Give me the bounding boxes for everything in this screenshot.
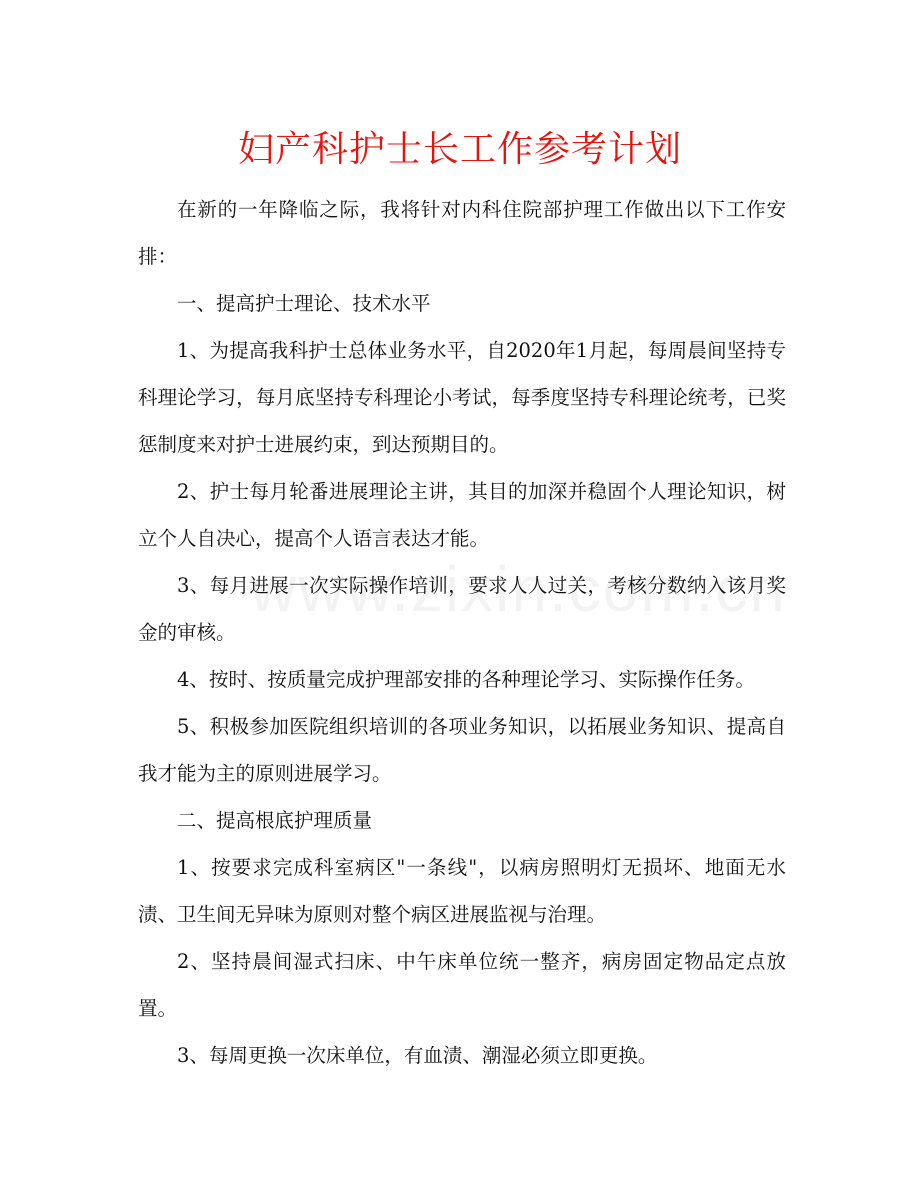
list-item-2-3: 3、每周更换一次床单位，有血渍、潮湿必须立即更换。 [177, 1044, 658, 1067]
intro-paragraph: 在新的一年降临之际，我将针对内科住院部护理工作做出以下工作安排： [138, 198, 786, 268]
list-item-1-3: 3、每月进展一次实际操作培训，要求人人过关，考核分数纳入该月奖金的审核。 [138, 574, 786, 644]
list-item-1-4: 4、按时、按质量完成护理部安排的各种理论学习、实际操作任务。 [177, 668, 755, 691]
list-item-2-2: 2、坚持晨间湿式扫床、中午床单位统一整齐，病房固定物品定点放置。 [138, 950, 786, 1020]
document-title: 妇产科护士长工作参考计划 [237, 129, 682, 170]
list-item-1-5: 5、积极参加医院组织培训的各项业务知识，以拓展业务知识、提高自我才能为主的原则进展学习。 [138, 715, 786, 785]
document-body [138, 186, 786, 1079]
section-heading-2: 二、提高根底护理质量 [177, 809, 373, 832]
section-heading-1: 一、提高护士理论、技术水平 [177, 292, 431, 315]
list-item-1-1: 1、为提高我科护士总体业务水平，自2020年1月起，每周晨间坚持专科理论学习，每月底坚持专科理论小考试，每季度坚持专科理论统考，已奖惩制度来对护士进展约束，到达预期目的。 [138, 339, 786, 456]
list-item-1-2: 2、护士每月轮番进展理论主讲，其目的加深并稳固个人理论知识，树立个人自决心，提高个人语言表达才能。 [138, 480, 786, 550]
list-item-2-1: 1、按要求完成科室病区"一条线"，以病房照明灯无损坏、地面无水渍、卫生间无异味为原则对整个病区进展监视与治理。 [138, 856, 786, 926]
